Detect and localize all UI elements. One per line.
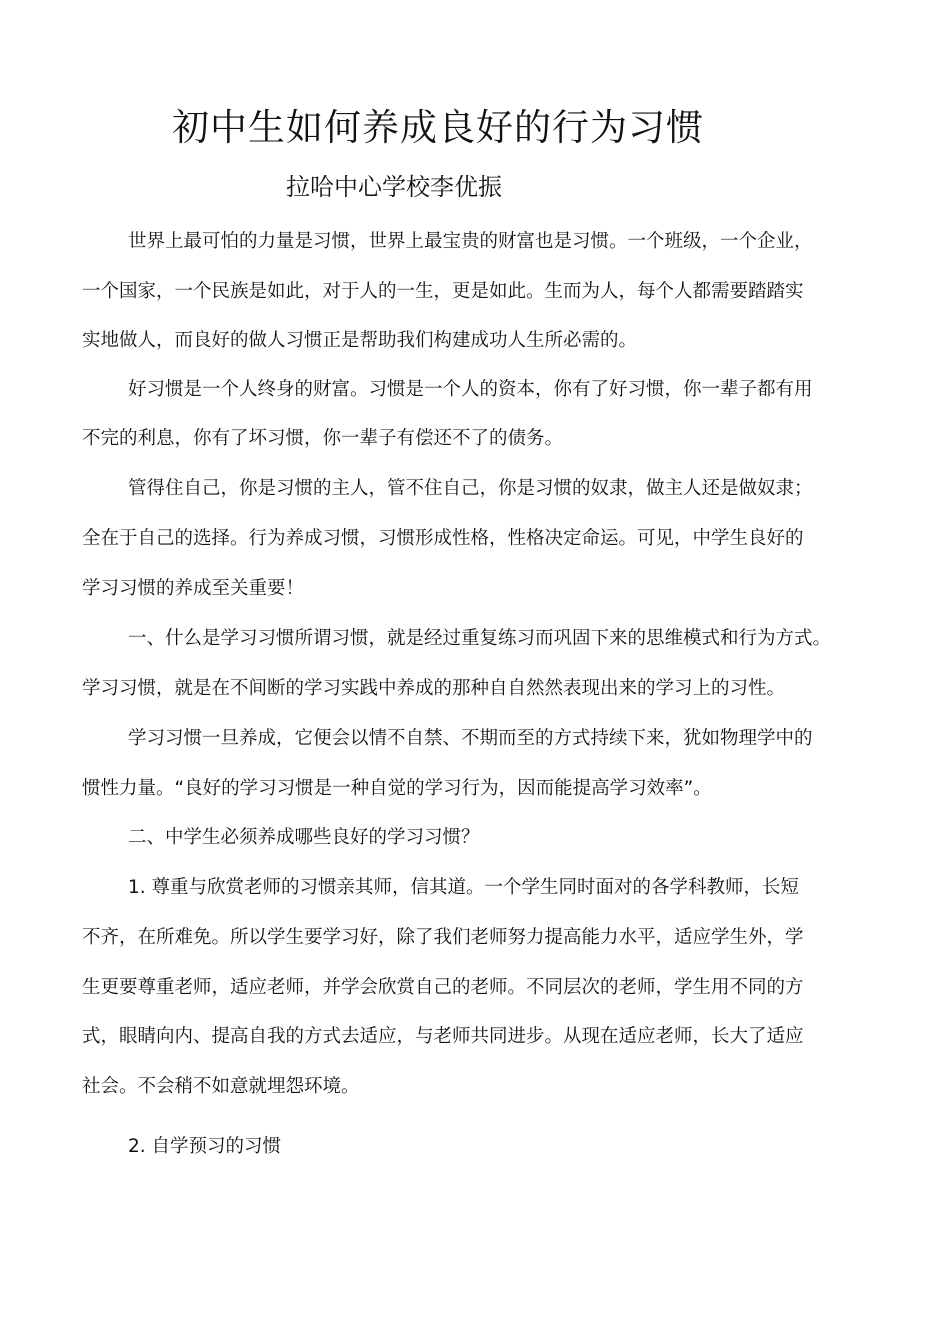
paragraph-line: 学习习惯，就是在不间断的学习实践中养成的那种自自然然表现出来的学习上的习性。 [82, 678, 786, 699]
section-heading: 二、中学生必须养成哪些良好的学习习惯？ [128, 827, 480, 848]
paragraph-line: 惯性力量。“良好的学习习惯是一种自觉的学习行为，因而能提高学习效率”。 [82, 778, 712, 799]
paragraph-line: 学习习惯的养成至关重要！ [82, 578, 305, 599]
paragraph-line: 一、什么是学习习惯所谓习惯，就是经过重复练习而巩固下来的思维模式和行为方式。 [128, 628, 832, 649]
paragraph-line: 生更要尊重老师，适应老师，并学会欣赏自己的老师。不同层次的老师，学生用不同的方 [82, 977, 804, 998]
paragraph-line: 实地做人，而良好的做人习惯正是帮助我们构建成功人生所必需的。 [82, 330, 638, 351]
paragraph-line: 社会。不会稍不如意就埋怨环境。 [82, 1076, 360, 1097]
paragraph-line: 世界上最可怕的力量是习惯，世界上最宝贵的财富也是习惯。一个班级，一个企业， [128, 231, 813, 252]
paragraph-line: 不完的利息，你有了坏习惯，你一辈子有偿还不了的债务。 [82, 428, 564, 449]
paragraph-line: 不齐，在所难免。所以学生要学习好，除了我们老师努力提高能力水平，适应学生外，学 [82, 927, 804, 948]
author-line: 拉哈中心学校李优振 [286, 173, 502, 201]
paragraph-line: 好习惯是一个人终身的财富。习惯是一个人的资本，你有了好习惯，你一辈子都有用 [128, 379, 813, 400]
list-item-line: 2. 自学预习的习惯 [128, 1136, 282, 1157]
document-title: 初中生如何养成良好的行为习惯 [172, 106, 704, 149]
paragraph-line: 学习习惯一旦养成，它便会以情不自禁、不期而至的方式持续下来，犹如物理学中的 [128, 728, 813, 749]
paragraph-line: 全在于自己的选择。行为养成习惯，习惯形成性格，性格决定命运。可见，中学生良好的 [82, 528, 804, 549]
list-item-line: 1. 尊重与欣赏老师的习惯亲其师，信其道。一个学生同时面对的各学科教师，长短 [128, 877, 800, 898]
paragraph-line: 管得住自己，你是习惯的主人，管不住自己，你是习惯的奴隶，做主人还是做奴隶； [128, 478, 813, 499]
paragraph-line: 一个国家，一个民族是如此，对于人的一生，更是如此。生而为人，每个人都需要踏踏实 [82, 281, 804, 302]
paragraph-line: 式，眼睛向内、提高自我的方式去适应，与老师共同进步。从现在适应老师，长大了适应 [82, 1026, 804, 1047]
